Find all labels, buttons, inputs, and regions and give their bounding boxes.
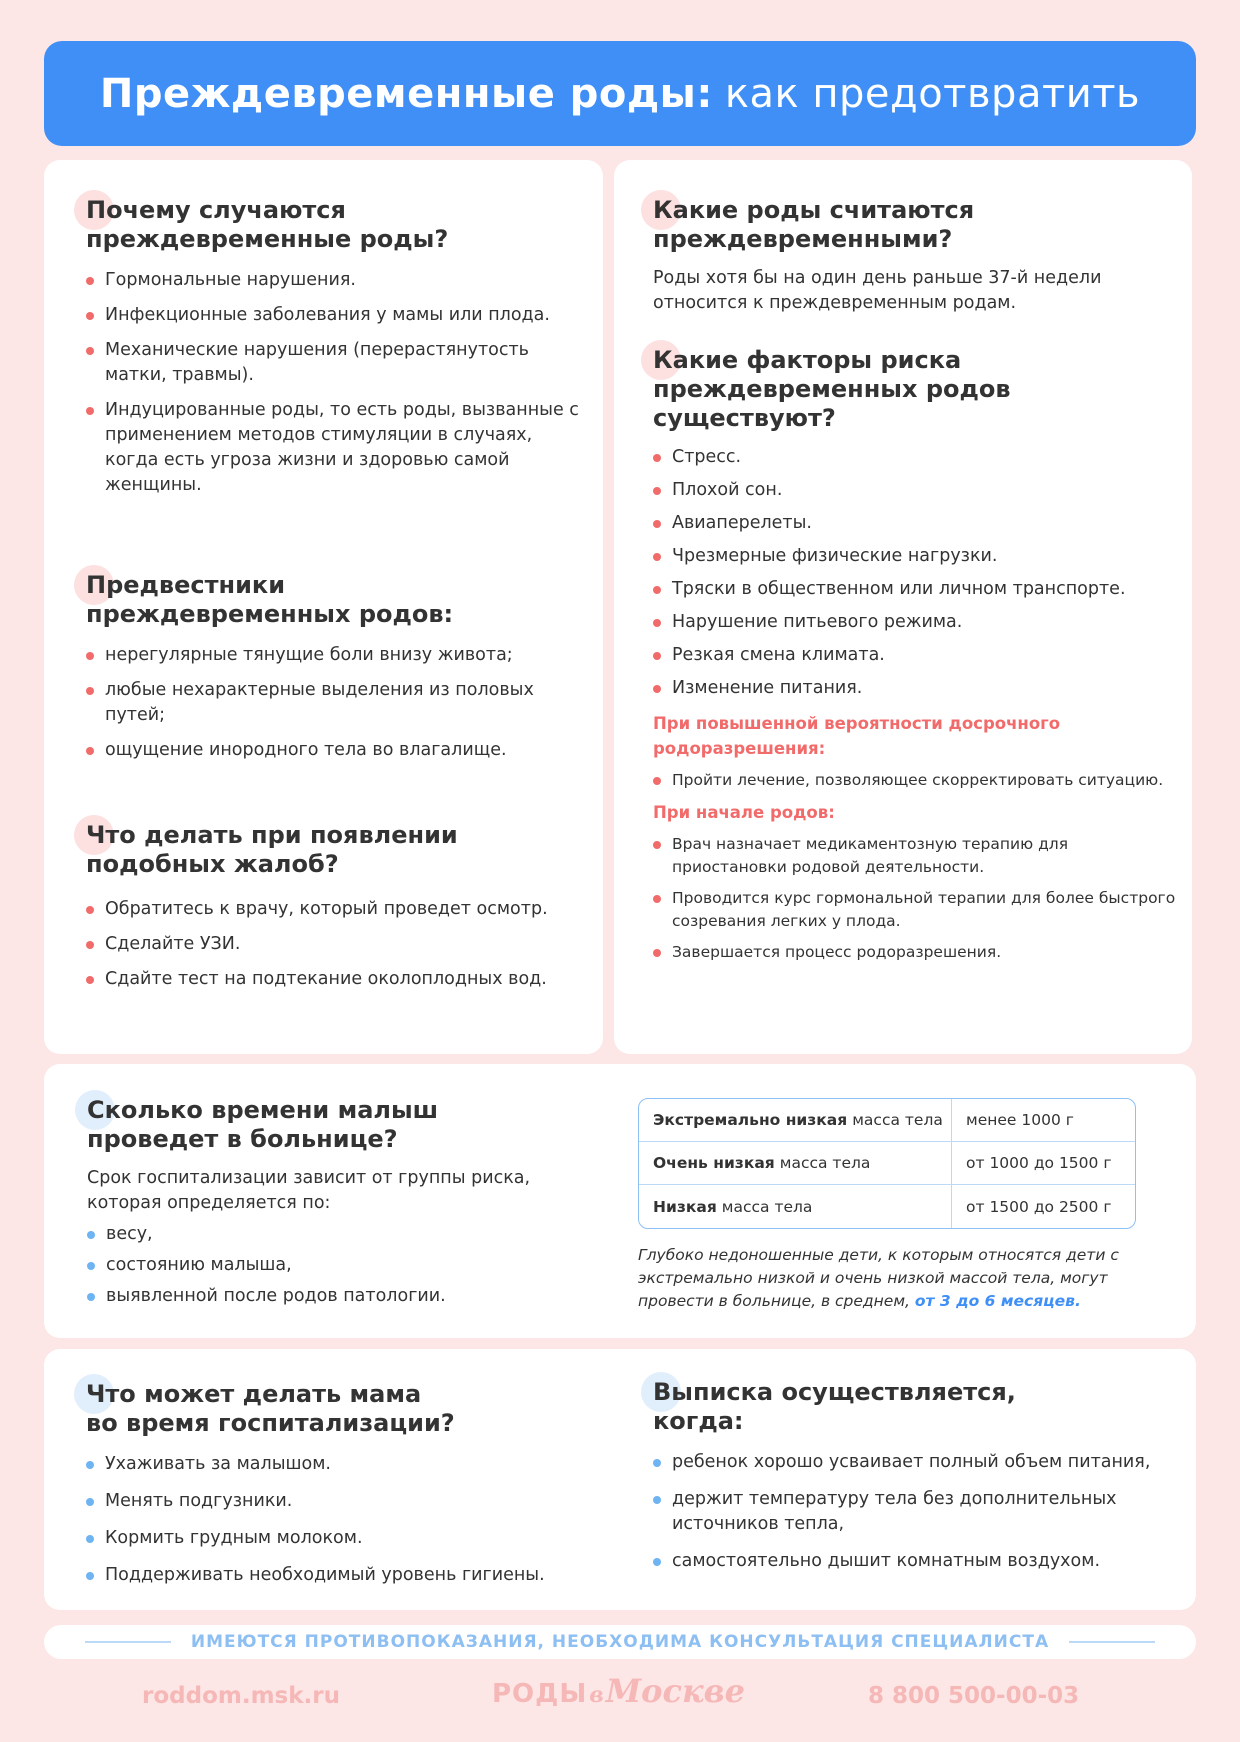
list-item: Индуцированные роды, то есть роды, вызванные с применением методов стимуляции в случаях, когда есть угроза жизни и здоровью самой женщины. xyxy=(86,398,586,498)
harbingers-list xyxy=(86,643,586,763)
table-cell-category: Низкая масса тела xyxy=(639,1185,952,1228)
list-item: Инфекционные заболевания у мамы или плода. xyxy=(86,303,586,328)
table-cell-value: от 1500 до 2500 г xyxy=(966,1197,1112,1216)
section-title: Что может делать мама во время госпитализации? xyxy=(86,1380,606,1438)
actions-list xyxy=(86,897,596,992)
section-discharge xyxy=(653,1378,1163,1586)
table-cell-category: Очень низкая масса тела xyxy=(639,1142,952,1184)
mom-list xyxy=(86,1452,606,1588)
table-row xyxy=(639,1099,1135,1142)
table-row xyxy=(639,1142,1135,1185)
section-mom xyxy=(86,1380,606,1600)
list-item: Ухаживать за малышом. xyxy=(86,1452,606,1477)
list-item: нерегулярные тянущие боли внизу живота; xyxy=(86,643,586,668)
section-title: Какие роды считаются преждевременными? xyxy=(653,196,1173,254)
list-item: Плохой сон. xyxy=(653,478,1183,503)
list-item: Кормить грудным молоком. xyxy=(86,1526,606,1551)
section-harbingers xyxy=(86,571,586,773)
section-title: Предвестники преждевременных родов: xyxy=(86,571,586,629)
high-probability-list xyxy=(653,769,1183,792)
section-what-to-do xyxy=(86,821,596,1002)
list-item: Резкая смена климата. xyxy=(653,643,1183,668)
section-title: Почему случаются преждевременные роды? xyxy=(86,196,586,254)
list-item: Гормональные нарушения. xyxy=(86,268,586,293)
section-title: Какие факторы риска преждевременных родов существуют? xyxy=(653,346,1183,433)
table-row xyxy=(639,1185,1135,1228)
divider xyxy=(1069,1641,1155,1643)
table-cell-value: менее 1000 г xyxy=(966,1111,1074,1129)
page-title-bold: Преждевременные роды: xyxy=(99,70,713,117)
hospital-criteria-list xyxy=(87,1222,607,1309)
hospital-text: Срок госпитализации зависит от группы риска, которая определяется по: xyxy=(87,1168,531,1213)
section-title: Сколько времени малыш проведет в больнице? xyxy=(87,1096,607,1154)
weight-table xyxy=(638,1098,1136,1229)
list-item: самостоятельно дышит комнатным воздухом. xyxy=(653,1549,1163,1574)
list-item: состоянию малыша, xyxy=(87,1253,607,1278)
list-item: Чрезмерные физические нагрузки. xyxy=(653,544,1183,569)
list-item: любые нехарактерные выделения из половых путей; xyxy=(86,678,586,728)
list-item: Пройти лечение, позволяющее скорректировать ситуацию. xyxy=(653,769,1183,792)
section-risk xyxy=(653,346,1183,972)
list-item: Обратитесь к врачу, который проведет осмотр. xyxy=(86,897,596,922)
high-probability-heading: При повышенной вероятности досрочного родоразрешения: xyxy=(653,714,1061,758)
list-item: держит температуру тела без дополнительных источников тепла, xyxy=(653,1487,1163,1537)
hospital-note: Глубоко недоношенные дети, к которым относятся дети с экстремально низкой и очень низкой массой тела, могут провести в больнице, в среднем, от 3 до 6 месяцев. xyxy=(638,1246,1119,1310)
list-item: Стресс. xyxy=(653,445,1183,470)
labor-list xyxy=(653,833,1183,964)
list-item: Сделайте УЗИ. xyxy=(86,932,596,957)
footer-site-link[interactable]: roddom.msk.ru xyxy=(142,1683,340,1709)
section-hospital xyxy=(87,1096,607,1315)
list-item: Тряски в общественном или личном транспорте. xyxy=(653,577,1183,602)
labor-heading: При начале родов: xyxy=(653,803,835,822)
risk-list xyxy=(653,445,1183,701)
list-item: Поддерживать необходимый уровень гигиены. xyxy=(86,1563,606,1588)
table-cell-value: от 1000 до 1500 г xyxy=(966,1154,1112,1172)
list-item: Изменение питания. xyxy=(653,676,1183,701)
warning-text: ИМЕЮТСЯ ПРОТИВОПОКАЗАНИЯ, НЕОБХОДИМА КОНСУЛЬТАЦИЯ СПЕЦИАЛИСТА xyxy=(190,1632,1050,1652)
warning-bar xyxy=(44,1625,1196,1659)
page-title-light: как предотвратить xyxy=(724,70,1141,117)
list-item: Нарушение питьевого режима. xyxy=(653,610,1183,635)
section-title: Что делать при появлении подобных жалоб? xyxy=(86,821,596,879)
list-item: Механические нарушения (перерастянутость матки, травмы). xyxy=(86,338,586,388)
causes-list xyxy=(86,268,586,498)
list-item: Проводится курс гормональной терапии для более быстрого созревания легких у плода. xyxy=(653,887,1183,933)
page-header xyxy=(44,41,1196,146)
list-item: Сдайте тест на подтекание околоплодных вод. xyxy=(86,967,596,992)
list-item: Завершается процесс родоразрешения. xyxy=(653,941,1183,964)
which-text: Роды хотя бы на один день раньше 37-й недели относится к преждевременным родам. xyxy=(653,268,1102,313)
list-item: выявленной после родов патологии. xyxy=(87,1284,607,1309)
list-item: ощущение инородного тела во влагалище. xyxy=(86,738,586,763)
section-title: Выписка осуществляется, когда: xyxy=(653,1378,1163,1436)
footer-phone-link[interactable]: 8 800 500-00-03 xyxy=(868,1683,1080,1709)
list-item: Менять подгузники. xyxy=(86,1489,606,1514)
section-why xyxy=(86,196,586,508)
list-item: Авиаперелеты. xyxy=(653,511,1183,536)
brand-logo: РОДЫ в Москве xyxy=(492,1672,745,1710)
list-item: ребенок хорошо усваивает полный объем питания, xyxy=(653,1450,1163,1475)
section-which xyxy=(653,196,1173,316)
note-highlight: от 3 до 6 месяцев. xyxy=(914,1292,1081,1310)
divider xyxy=(85,1641,171,1643)
list-item: весу, xyxy=(87,1222,607,1247)
list-item: Врач назначает медикаментозную терапию для приостановки родовой деятельности. xyxy=(653,833,1183,879)
table-cell-category: Экстремально низкая масса тела xyxy=(639,1099,952,1141)
discharge-list xyxy=(653,1450,1163,1574)
